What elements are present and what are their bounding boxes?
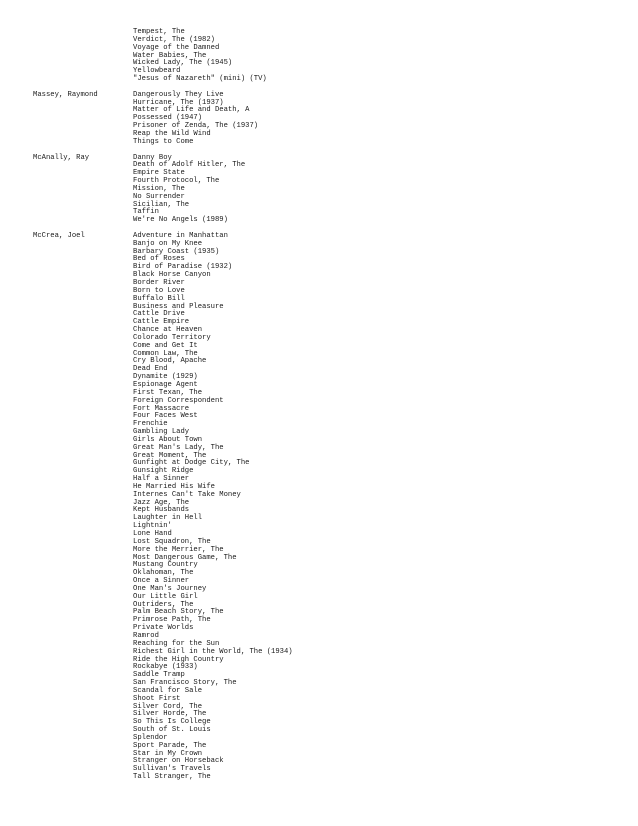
film-title: Buffalo Bill: [133, 294, 185, 303]
film-title: Cattle Empire: [133, 318, 190, 327]
film-title: Things to Come: [133, 137, 194, 146]
film-title: He Married His Wife: [133, 482, 215, 491]
film-title: Once a Sinner: [133, 577, 190, 586]
film-title: Adventure in Manhattan: [133, 231, 228, 240]
film-title: Taffin: [133, 208, 159, 217]
film-title: Bed of Roses: [133, 255, 185, 264]
film-title: Our Little Girl: [133, 592, 198, 601]
film-title: Cry Blood, Apache: [133, 357, 207, 366]
film-title: Banjo on My Knee: [133, 239, 203, 248]
film-title: Born to Love: [133, 286, 185, 295]
film-title: Star in My Crown: [133, 749, 203, 758]
film-title: Reap the Wild Wind: [133, 129, 211, 138]
film-title: Verdict, The (1982): [133, 35, 215, 44]
film-title: Kept Husbands: [133, 506, 190, 515]
film-list: [0, 92, 638, 147]
film-title: Dead End: [133, 365, 168, 374]
film-title: Death of Adolf Hitler, The: [133, 161, 246, 170]
actor-name: Massey, Raymond: [33, 90, 98, 99]
film-title: So This Is College: [133, 718, 211, 727]
film-title: Silver Cord, The: [133, 702, 203, 711]
film-title: Gambling Lady: [133, 428, 190, 437]
film-title: Chance at Heaven: [133, 326, 203, 335]
film-title: No Surrender: [133, 192, 185, 201]
film-title: Bird of Paradise (1932): [133, 263, 233, 272]
film-title: Mission, The: [133, 184, 185, 193]
film-title: Cattle Drive: [133, 310, 185, 319]
film-title: Great Moment, The: [133, 451, 207, 460]
film-title: Tempest, The: [133, 28, 185, 36]
film-title: Come and Get It: [133, 341, 198, 350]
filmography-page: [0, 29, 638, 790]
film-title: Wicked Lady, The (1945): [133, 59, 233, 68]
film-title: Black Horse Canyon: [133, 271, 211, 280]
film-title: Sport Parade, The: [133, 741, 207, 750]
film-title: Barbary Coast (1935): [133, 247, 220, 256]
film-title: "Jesus of Nazareth" (mini) (TV): [133, 75, 267, 84]
film-title: Colorado Territory: [133, 333, 211, 342]
actor-entry: [0, 233, 638, 782]
film-title: Dynamite (1929): [133, 373, 198, 382]
film-title: More the Merrier, The: [133, 545, 224, 554]
film-title: Hurricane, The (1937): [133, 98, 224, 107]
film-title: Private Worlds: [133, 624, 194, 633]
film-title: Empire State: [133, 169, 185, 178]
film-title: Foreign Correspondent: [133, 396, 224, 405]
film-title: Sullivan's Travels: [133, 765, 211, 774]
film-title: Fourth Protocol, The: [133, 177, 220, 186]
film-title: Oklahoman, The: [133, 569, 194, 578]
film-title: We're No Angels (1989): [133, 216, 228, 225]
film-title: Four Faces West: [133, 412, 198, 421]
film-title: Splendor: [133, 733, 168, 742]
film-title: First Texan, The: [133, 388, 203, 397]
film-title: Outriders, The: [133, 600, 194, 609]
actor-entry: [0, 92, 638, 147]
actor-name: McCrea, Joel: [33, 231, 85, 240]
actor-entry: [0, 155, 638, 226]
film-title: Lone Hand: [133, 530, 172, 538]
film-title: Tall Stranger, The: [133, 773, 211, 782]
film-title: Fort Massacre: [133, 404, 190, 413]
film-title: Great Man's Lady, The: [133, 443, 224, 452]
film-title: Reaching for the Sun: [133, 639, 220, 648]
film-title: Matter of Life and Death, A: [133, 106, 250, 115]
actor-name: McAnally, Ray: [33, 153, 90, 162]
film-title: South of St. Louis: [133, 726, 211, 735]
film-title: Prisoner of Zenda, The (1937): [133, 122, 259, 131]
film-list: [0, 29, 638, 84]
film-title: Girls About Town: [133, 435, 203, 444]
film-title: Scandal for Sale: [133, 686, 203, 695]
film-title: Richest Girl in the World, The (1934): [133, 647, 293, 656]
film-list: [0, 155, 638, 226]
film-title: Dangerously They Live: [133, 90, 224, 99]
film-title: Water Babies, The: [133, 51, 207, 60]
film-title: San Francisco Story, The: [133, 679, 237, 688]
film-title: Most Dangerous Game, The: [133, 553, 237, 562]
film-title: Mustang Country: [133, 561, 198, 570]
film-title: Border River: [133, 279, 185, 287]
film-title: Rockabye (1933): [133, 663, 198, 672]
film-title: One Man's Journey: [133, 584, 207, 593]
film-title: Gunsight Ridge: [133, 467, 194, 476]
film-title: Half a Sinner: [133, 475, 190, 484]
film-list: [0, 233, 638, 782]
film-title: Lost Squadron, The: [133, 537, 211, 546]
film-title: Laughter in Hell: [133, 514, 203, 523]
film-title: Saddle Tramp: [133, 671, 185, 680]
film-title: Lightnin': [133, 522, 172, 531]
film-title: Possessed (1947): [133, 114, 203, 123]
film-title: Jazz Age, The: [133, 498, 190, 507]
film-title: Business and Pleasure: [133, 302, 224, 311]
film-title: Shoot First: [133, 694, 181, 703]
film-title: Espionage Agent: [133, 380, 198, 389]
film-title: Silver Horde, The: [133, 710, 207, 719]
film-title: Yellowbeard: [133, 67, 181, 76]
film-title: Stranger on Horseback: [133, 757, 224, 766]
film-title: Ramrod: [133, 631, 159, 640]
film-title: Ride the High Country: [133, 655, 224, 664]
film-title: Danny Boy: [133, 153, 172, 162]
film-title: Primrose Path, The: [133, 616, 211, 625]
film-title: Internes Can't Take Money: [133, 490, 241, 499]
actor-entry: [0, 29, 638, 84]
film-title: Frenchie: [133, 420, 168, 429]
film-title: Voyage of the Damned: [133, 43, 220, 52]
film-title: Common Law, The: [133, 349, 198, 358]
film-title: Palm Beach Story, The: [133, 608, 224, 617]
film-title: Gunfight at Dodge City, The: [133, 459, 250, 468]
film-title: Sicilian, The: [133, 200, 190, 209]
